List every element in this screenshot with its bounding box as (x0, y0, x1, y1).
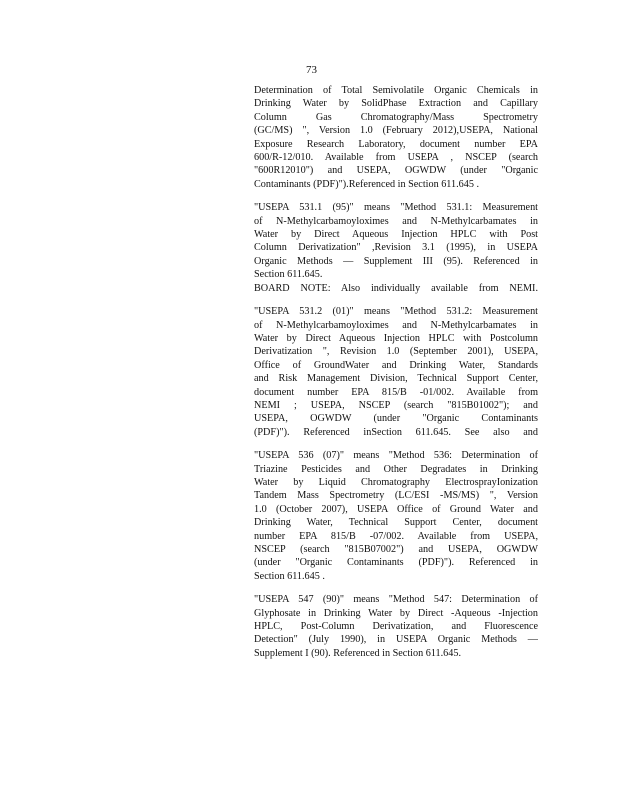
board-note: BOARD NOTE: Also individually available from NEMI. (254, 282, 538, 294)
text-line: Organic Methods — Supplement III (95). Referenced in (254, 255, 538, 267)
text-line: Triazine Pesticides and Other Degradates in Drinking (254, 463, 538, 475)
text-line: of N-Methylcarbamoyloximes and N-Methylcarbamates in (254, 215, 538, 227)
text-line: "600R12010") and USEPA, OGWDW (under "Organic (254, 165, 538, 177)
text-line: 600/R-12/010. Available from USEPA , NSCEP (search (254, 152, 538, 164)
text-line: and Risk Management Division, Technical Support Center, (254, 373, 538, 385)
text-line: Drinking Water, Technical Support Center, document (254, 517, 538, 529)
text-line: NEMI ; USEPA, NSCEP (search "815B01002"); and (254, 399, 538, 411)
paragraph-usepa-531-1 (254, 201, 538, 295)
text-line: Tandem Mass Spectrometry (LC/ESI -MS/MS) ", Version (254, 490, 538, 502)
text-line: Contaminants (PDF)").Referenced in Section 611.645 . (254, 178, 480, 190)
document-body (254, 84, 538, 670)
text-line: Water by Direct Aqueous Injection HPLC with Postcolumn (254, 332, 538, 344)
paragraph-usepa-547 (254, 593, 538, 660)
text-line: "USEPA 547 (90)" means "Method 547: Determination of (254, 594, 538, 606)
text-line: number EPA 815/B -07/002. Available from USEPA, (254, 530, 538, 542)
text-line: document number EPA 815/B -01/002. Available from (254, 386, 538, 398)
text-line: HPLC, Post-Column Derivatization, and Fluorescence (254, 621, 538, 633)
text-line: Glyphosate in Drinking Water by Direct -Aqueous -Injection (254, 607, 538, 619)
paragraph-usepa-semivolatile (254, 84, 538, 191)
text-line: Column Gas Chromatography/Mass Spectrometry (254, 111, 538, 123)
text-line: Detection" (July 1990), in USEPA Organic Methods — (254, 634, 538, 646)
text-line: Water by Direct Aqueous Injection HPLC with Post (254, 229, 538, 241)
text-line: "USEPA 531.2 (01)" means "Method 531.2: Measurement (254, 306, 538, 318)
page-number: 73 (306, 64, 317, 76)
text-line: Supplement I (90). Referenced in Section 611.645. (254, 647, 461, 659)
text-line: Section 611.645 . (254, 570, 325, 582)
text-line: "USEPA 531.1 (95)" means "Method 531.1: Measurement (254, 202, 538, 214)
text-line: Exposure Research Laboratory, document number EPA (254, 138, 538, 150)
text-line: Section 611.645. (254, 269, 323, 281)
text-line: (under "Organic Contaminants (PDF)"). Referenced in (254, 557, 538, 569)
text-line: (PDF)"). Referenced inSection 611.645. See also and (254, 426, 538, 438)
text-line: of N-Methylcarbamoyloximes and N-Methylcarbamates in (254, 319, 538, 331)
text-line: Determination of Total Semivolatile Organic Chemicals in (254, 85, 538, 96)
text-line: "USEPA 536 (07)" means "Method 536: Determination of (254, 450, 538, 462)
text-line: Water by Liquid Chromatography ElectrosprayIonization (254, 476, 538, 488)
text-line: USEPA, OGWDW (under "Organic Contaminants (254, 413, 538, 425)
text-line: Derivatization ", Revision 1.0 (September 2001), USEPA, (254, 346, 538, 358)
text-line: (GC/MS) ", Version 1.0 (February 2012),USEPA, National (254, 125, 538, 137)
paragraph-usepa-536 (254, 449, 538, 583)
text-line: Column Derivatization" ,Revision 3.1 (1995), in USEPA (254, 242, 538, 254)
paragraph-usepa-531-2 (254, 305, 538, 439)
text-line: NSCEP (search "815B07002") and USEPA, OGWDW (254, 544, 538, 555)
text-line: Drinking Water by SolidPhase Extraction and Capillary (254, 98, 538, 110)
text-line: Office of GroundWater and Drinking Water, Standards (254, 359, 538, 371)
text-line: 1.0 (October 2007), USEPA Office of Ground Water and (254, 503, 538, 515)
